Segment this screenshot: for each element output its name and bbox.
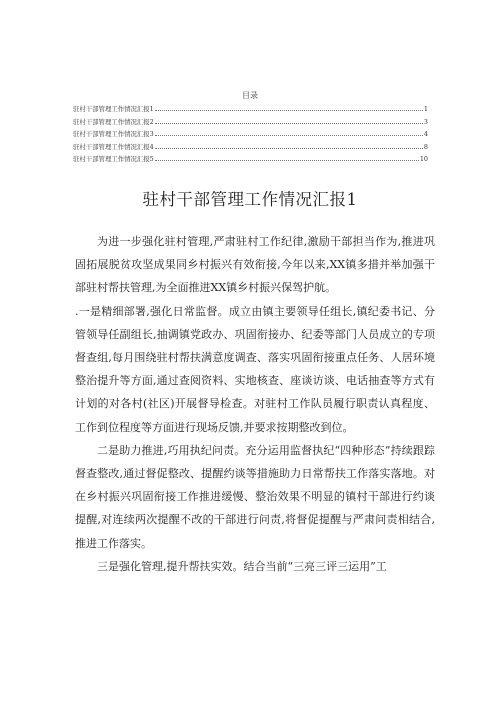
body-paragraph: .一是精细部署,强化日常监督。成立由镇主要领导任组长,镇纪委书记、分管领导任副组长,抽调镇党政办、巩固衔接办、纪委等部门人员成立的专项督查组,每月围绕驻村帮扶满意度调查、落实巩固衔接重点任务、人居环境整治提升等方面,通过查阅资料、实地核查、座谈访谈、电话抽查等方式有计划的对各村(社区)开展督导检查。对驻村工作队员履行职责认真程度、工作到位程度等方面进行现场反馈,并要求按期整改到位。 (75, 304, 435, 434)
toc-entry-label: 驻村干部管理工作情况汇报5 (73, 154, 154, 163)
body-paragraph: 三是强化管理,提升帮扶实效。结合当前“三亮三评三运用”工 (97, 559, 387, 573)
toc-entry-label: 驻村干部管理工作情况汇报3 (73, 130, 154, 139)
body-paragraph: 为进一步强化驻村管理,严肃驻村工作纪律,激励干部担当作为,推进巩固拓展脱贫攻坚成果同乡村振兴有效衔接,今年以来,XX镇多措并举加强干部驻村帮扶管理,为全面推进XX镇乡村振兴保驾护航。 (75, 235, 435, 295)
document-title: 驻村干部管理工作情况汇报1 (142, 190, 358, 209)
toc-title: 目录 (242, 91, 258, 100)
table-of-contents (73, 101, 428, 163)
toc-entry-label: 驻村干部管理工作情况汇报2 (73, 117, 154, 126)
document-body (75, 230, 435, 578)
toc-entry-page: 10 (419, 154, 428, 163)
toc-entry[interactable] (73, 151, 428, 163)
toc-entry[interactable] (73, 138, 428, 150)
toc-leader-dots (155, 134, 423, 136)
toc-leader-dots (155, 122, 423, 124)
body-paragraph: 二是助力推进,巧用执纪问责。充分运用监督执纪“四种形态”持续跟踪督查整改,通过督促整改、提醒约谈等措施助力日常帮扶工作落实落地。对在乡村振兴巩固衔接工作推进缓慢、整治效果不明显的镇村干部进行约谈提醒,对连续两次提醒不改的干部进行问责,将督促提醒与严肃问责相结合,推进工作落实。 (75, 443, 435, 550)
toc-entry-page: 4 (423, 130, 428, 139)
toc-leader-dots (155, 147, 423, 149)
toc-entry-page: 3 (423, 117, 428, 126)
toc-entry-page: 1 (423, 105, 428, 114)
toc-entry-page: 8 (423, 142, 428, 151)
toc-entry[interactable] (73, 113, 428, 125)
toc-leader-dots (155, 159, 419, 161)
toc-entry-label: 驻村干部管理工作情况汇报1 (73, 105, 154, 114)
toc-leader-dots (155, 109, 423, 111)
toc-entry-label: 驻村干部管理工作情况汇报4 (73, 142, 154, 151)
toc-entry[interactable] (73, 126, 428, 138)
toc-entry[interactable] (73, 101, 428, 113)
